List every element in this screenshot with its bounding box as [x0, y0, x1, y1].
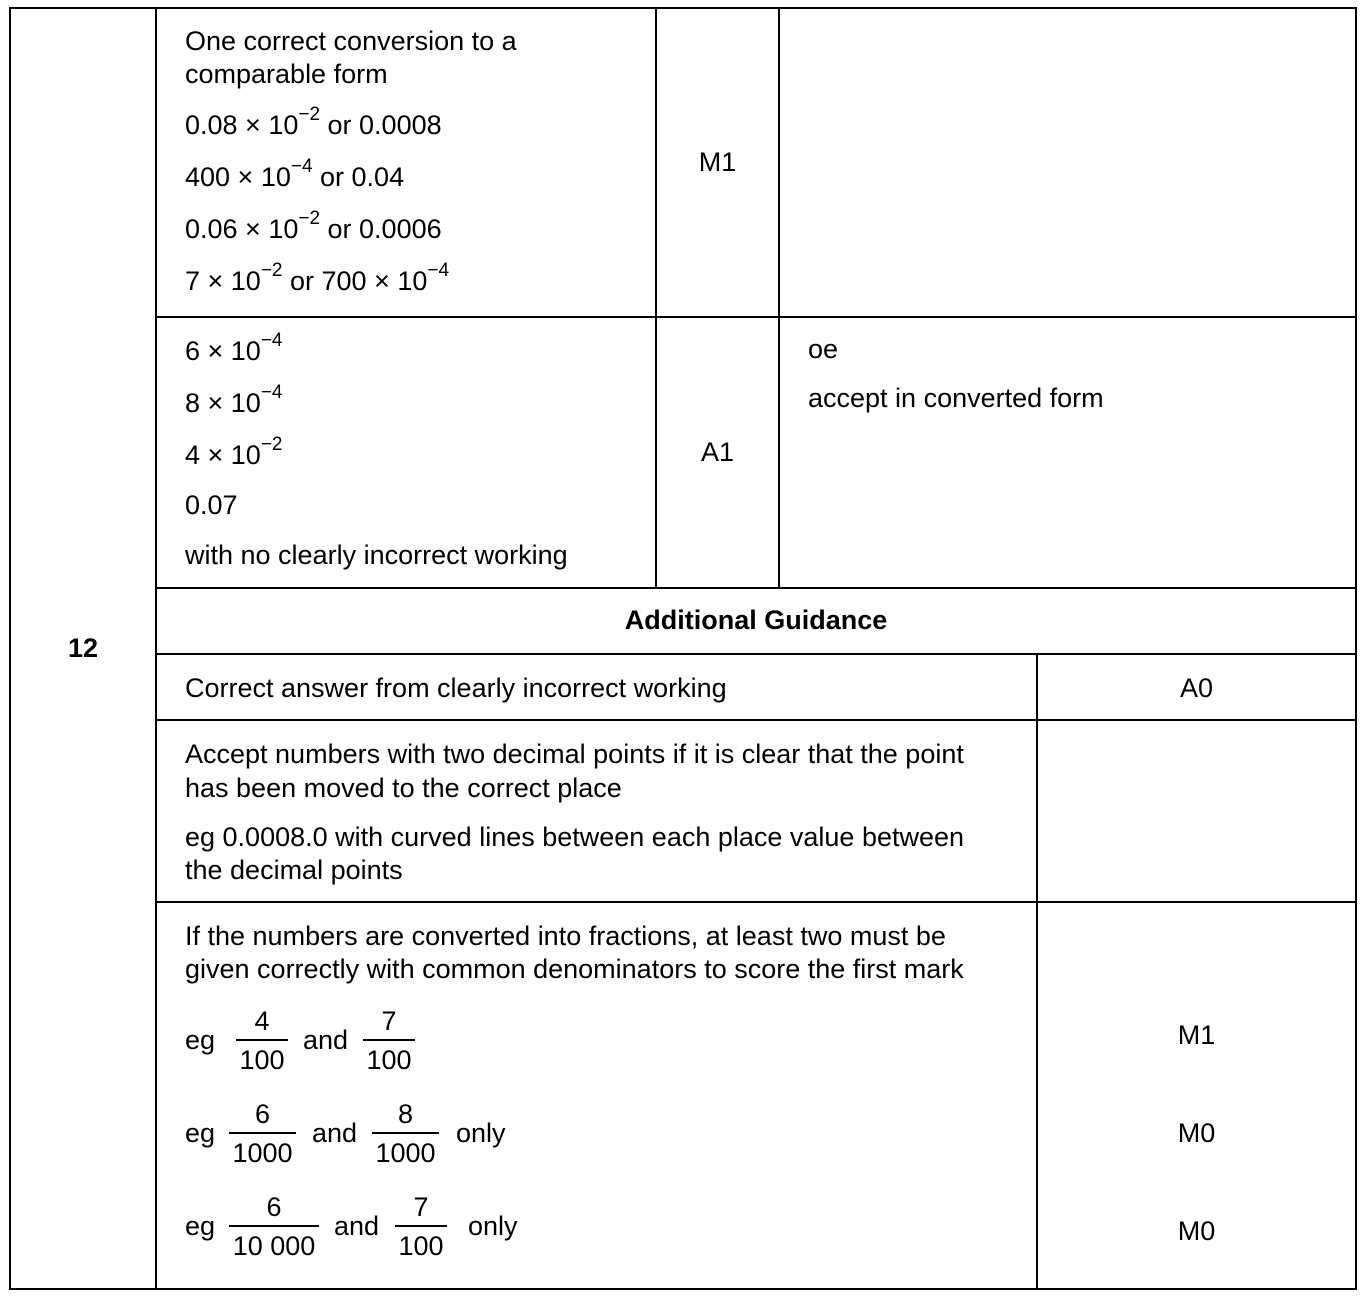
example-only: only — [468, 1211, 518, 1241]
row1-intro-line1: One correct conversion to a — [185, 26, 517, 56]
fraction: 7 100 — [395, 1192, 447, 1261]
answer-line: $8 \times 10^{-4}$ — [185, 382, 283, 418]
example-eg: eg — [185, 1025, 216, 1055]
divider-question-col — [155, 7, 157, 1290]
answer-line: $6 \times 10^{-4}$ — [185, 330, 283, 366]
row-divider-2 — [155, 587, 1357, 589]
fraction: 7 100 — [363, 1006, 415, 1075]
row2-comment-line1: oe — [808, 334, 839, 364]
answer-line: $4 \times 10^{-2}$ — [185, 434, 283, 470]
example-eg: eg — [185, 1211, 216, 1241]
example-only: only — [456, 1118, 506, 1148]
guidance-item2-line2: has been moved to the correct place — [185, 773, 622, 803]
guidance-item3-line1: If the numbers are converted into fractions, at least two must be — [185, 921, 946, 951]
question-number: 12 — [67, 633, 99, 663]
fraction: 6 10 000 — [229, 1192, 319, 1261]
fraction: 8 1000 — [372, 1099, 439, 1168]
conversion-line: $0.06 \times 10^{-2}$ or 0.0006 — [185, 208, 442, 244]
table-border-right — [1355, 7, 1357, 1290]
row-divider-5 — [155, 901, 1357, 903]
table-border-bottom — [9, 1288, 1357, 1290]
answer-footer: with no clearly incorrect working — [185, 540, 568, 570]
conversion-line: $0.08 \times 10^{-2}$ or 0.0008 — [185, 104, 442, 140]
example-mark: M1 — [1177, 1020, 1216, 1050]
guidance-item1-mark: A0 — [1179, 673, 1214, 703]
guidance-item2-line4: the decimal points — [185, 855, 403, 885]
guidance-item2-line3: eg 0.0008.0 with curved lines between each place value between — [185, 822, 965, 852]
divider-mark-col — [655, 7, 657, 589]
guidance-heading: Additional Guidance — [624, 605, 888, 635]
table-border-top — [9, 7, 1357, 9]
conversion-line: $7 \times 10^{-2}$ or $700 \times 10^{-4}$ — [185, 260, 450, 296]
fraction: 4 100 — [236, 1006, 288, 1075]
example-and: and — [334, 1211, 380, 1241]
row-divider-3 — [155, 653, 1357, 655]
divider-guidance-mark-col — [1036, 653, 1038, 1290]
example-mark: M0 — [1177, 1118, 1216, 1148]
row-divider-4 — [155, 719, 1357, 721]
guidance-item2-line1: Accept numbers with two decimal points if it is clear that the point — [185, 739, 964, 769]
example-and: and — [303, 1025, 349, 1055]
guidance-item1-text: Correct answer from clearly incorrect working — [185, 673, 727, 703]
conversion-line: $400 \times 10^{-4}$ or 0.04 — [185, 156, 405, 192]
divider-comment-col — [778, 7, 780, 589]
example-and: and — [312, 1118, 358, 1148]
fraction: 6 1000 — [229, 1099, 296, 1168]
row1-intro-line2: comparable form — [185, 59, 388, 89]
row2-mark: A1 — [700, 437, 735, 467]
row-divider-1 — [155, 316, 1357, 318]
row2-comment-line2: accept in converted form — [808, 383, 1104, 413]
answer-line: 0.07 — [185, 490, 238, 520]
example-mark: M0 — [1177, 1216, 1216, 1246]
example-eg: eg — [185, 1118, 216, 1148]
guidance-item3-line2: given correctly with common denominators to score the first mark — [185, 954, 964, 984]
row1-mark: M1 — [698, 147, 737, 177]
